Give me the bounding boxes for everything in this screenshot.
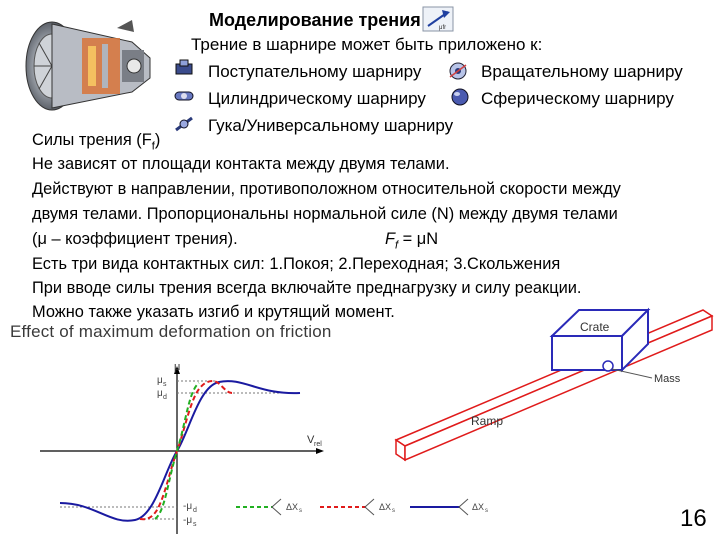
joint-label-spherical: Сферическому шарниру [481,89,674,108]
body-line-6: При вводе силы трения всегда включайте преднагрузку и силу реакции. [32,279,582,297]
joint-label-cylindrical: Цилиндрическому шарниру [208,89,426,108]
red-dxs-sub: s [392,508,395,514]
mu-s-label: μ [157,375,163,386]
page-number: 16 [680,505,707,532]
body-line-2: Действуют в направлении, противоположном относительной скорости между [32,180,621,198]
joint-label-translational: Поступательному шарниру [208,62,422,81]
red-dxs-label: ΔX [379,502,392,512]
joints-intro: Трение в шарнире может быть приложено к: [191,35,543,54]
mu-s-label-sub: s [163,381,167,388]
forces-label: Силы трения $(F_f)$ [32,131,161,153]
blue-dxs-sub: s [485,508,488,514]
mass-leader-line [612,369,652,378]
joint-label-revolute: Вращательному шарниру [481,62,683,81]
slide-title: Моделирование трения [209,10,421,30]
body-line-3: двумя телами. Пропорциональны нормальной силе (N) между двумя телами [32,205,618,223]
body-line-7: Можно также указать изгиб и крутящий момент. [32,303,395,321]
green-dxs-sub: s [299,508,302,514]
joint-label-universal: Гука/Универсальному шарниру [208,116,454,135]
x-axis-label-sub: rel [314,441,322,448]
y-axis-label: μ [174,361,181,373]
mass-label: Mass [654,373,681,385]
neg-mu-d-label: -μ [183,501,193,512]
body-line-4: (μ – коэффициент трения). [32,230,238,248]
body-line-1: Не зависят от площади контакта между двумя телами. [32,155,450,173]
svg-text:μfr: μfr [439,25,447,31]
mu-d-label: μ [157,388,163,399]
blue-dxs-label: ΔX [472,502,485,512]
figure-caption: Effect of maximum deformation on friction [10,322,332,341]
body-line-5: Есть три вида контактных сил: 1.Покоя; 2.Переходная; 3.Скольжения [32,255,561,273]
neg-mu-s-label-sub: s [193,521,197,528]
friction-formula: $F_f = \mu N$ [385,230,439,252]
x-axis-label: V [307,434,315,446]
ramp-label: Ramp [471,414,504,428]
neg-mu-d-label-sub: d [193,507,197,514]
neg-mu-s-label: -μ [183,515,193,526]
green-dxs-label: ΔX [286,502,299,512]
crate-label: Crate [580,320,610,334]
mu-d-label-sub: d [163,394,167,401]
mass-center-marker [603,361,613,371]
